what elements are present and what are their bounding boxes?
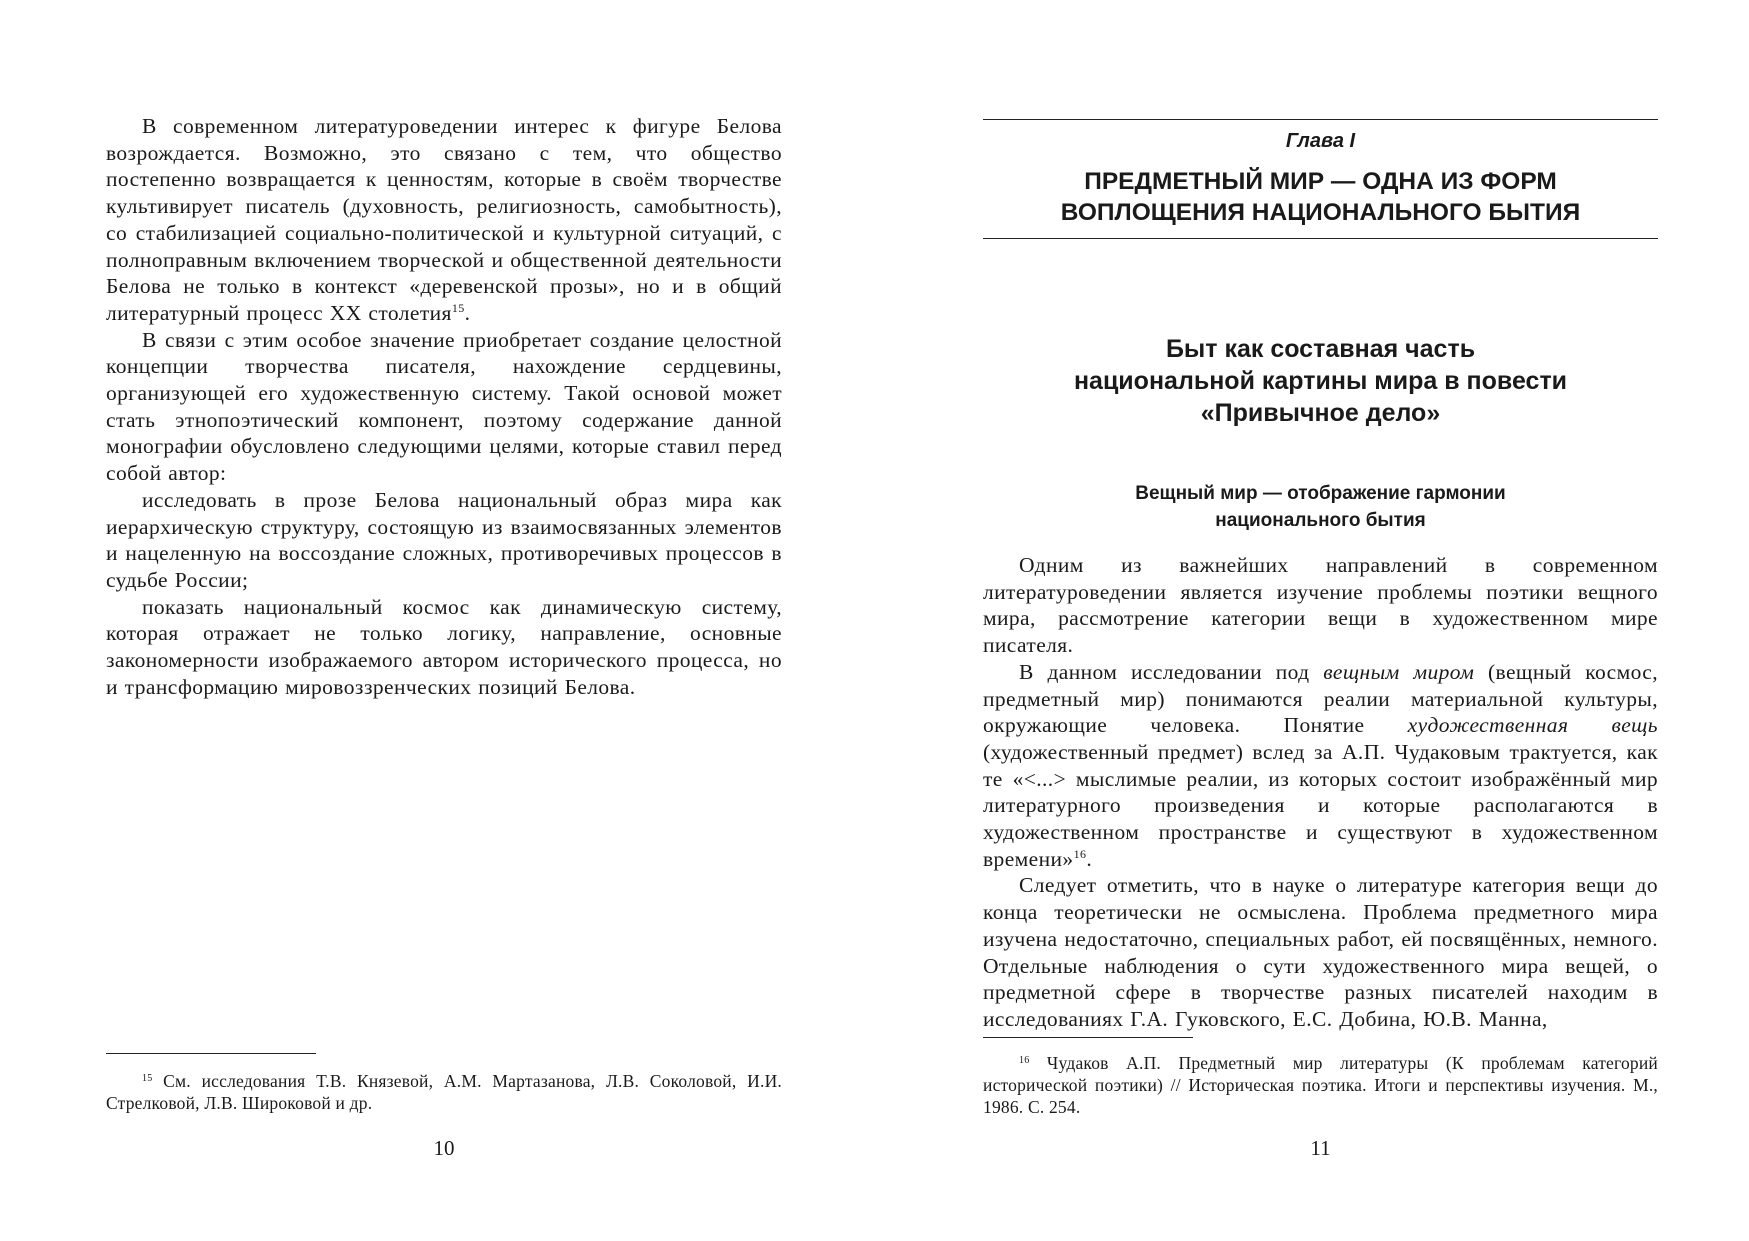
section-title [983, 333, 1658, 429]
left-page [106, 0, 782, 1241]
subsection-title-line: национального бытия [1215, 510, 1426, 531]
paragraph-text: (вещный космос, предметный мир) понимаются реалии материальной культуры, окружающие человека. Понятие [983, 659, 1659, 738]
left-body-text [106, 113, 782, 700]
page-number: 11 [1310, 1136, 1331, 1160]
paragraph-tail: . [464, 300, 471, 325]
chapter-bottom-rule [983, 238, 1658, 239]
page-number: 10 [433, 1136, 455, 1160]
footnote-text: Чудаков А.П. Предметный мир литературы (К проблемам категорий исторической поэтики) // Историческая поэтика. Итоги и перспективы изучения. М., 1986. С. 254. [983, 1053, 1658, 1117]
subsection-title-line: Вещный мир — отображение гармонии [1135, 483, 1506, 504]
footnote-number: 15 [142, 1073, 153, 1084]
paragraph: Следует отметить, что в науке о литературе категория вещи до конца теоретически не осмыслена. Проблема предметного мира изучена недостаточно, специальных работ, ей посвящённых, немного. Отдельные наблюдения о сути художественного мира вещей, о предметной сфере в творчестве разных писателей находим в исследованиях Г.А. Гуковского, Е.С. Добина, Ю.В. Манна, [983, 873, 1658, 1031]
paragraph-tail: . [1086, 846, 1093, 871]
paragraph-text: В данном исследовании под [1019, 659, 1324, 684]
chapter-title [983, 166, 1658, 228]
right-body-text [983, 552, 1658, 1033]
section-title-line: «Привычное дело» [1200, 399, 1441, 427]
term-emphasis: вещным миром [1323, 659, 1475, 684]
chapter-title-line: ВОПЛОЩЕНИЯ НАЦИОНАЛЬНОГО БЫТИЯ [1060, 199, 1581, 226]
footnote-ref: 16 [1073, 846, 1087, 861]
subsection-title [983, 480, 1658, 534]
footnote [983, 1052, 1658, 1118]
right-page [983, 0, 1658, 1241]
paragraph-text: (художественный предмет) вслед за А.П. Чудаковым трактуется, как те «<...> мыслимые реалии, из которых состоит изображённый мир литературного произведения и которые располагаются в художественном пространстве и существуют в художественном времени» [983, 739, 1658, 871]
paragraph: показать национальный космос как динамическую систему, которая отражает не только логику, направление, основные закономерности изображаемого автором исторического процесса, но и трансформацию мировоззренческих позиций Белова. [106, 594, 782, 699]
section-title-line: национальной картины мира в повести [1073, 367, 1568, 395]
chapter-title-line: ПРЕДМЕТНЫЙ МИР — ОДНА ИЗ ФОРМ [1084, 168, 1557, 195]
paragraph: В связи с этим особое значение приобретает создание целостной концепции творчества писателя, нахождение сердцевины, организующей его художественную систему. Такой основой может стать этнопоэтический компонент, поэтому содержание данной монографии обусловлено следующими целями, которые ставил перед собой автор: [106, 327, 782, 486]
footnote-ref: 15 [451, 300, 465, 315]
footnote-rule [983, 1037, 1193, 1038]
paragraph: исследовать в прозе Белова национальный образ мира как иерархическую структуру, состоящую из взаимосвязанных элементов и нацеленную на воссоздание сложных, противоречивых процессов в судьбе России; [106, 487, 782, 592]
paragraph-text: В современном литературоведении интерес к фигуре Белова возрождается. Возможно, это связано с тем, что общество постепенно возвращается к ценностям, которые в своём творчестве культивирует писатель (духовность, религиозность, самобытность), со стабилизацией социально-политической и культурной ситуаций, с полноправным включением творческой и общественной деятельности Белова не только в контекст «деревенской прозы», но и в общий литературный процесс XX столетия [106, 114, 782, 325]
footnote [106, 1070, 782, 1114]
paragraph [983, 659, 1658, 873]
footnote-text: См. исследования Т.В. Князевой, А.М. Мартазанова, Л.В. Соколовой, И.И. Стрелковой, Л.В. Широковой и др. [106, 1071, 782, 1113]
section-title-line: Быт как составная часть [1165, 335, 1476, 363]
footnote-rule [106, 1053, 316, 1054]
footnote-number: 16 [1019, 1055, 1030, 1066]
paragraph [106, 113, 782, 327]
chapter-label: Глава I [1285, 130, 1356, 152]
paragraph: Одним из важнейших направлений в современном литературоведении является изучение проблемы поэтики вещного мира, рассмотрение категории вещи в художественном мире писателя. [983, 553, 1658, 658]
term-emphasis: художественная вещь [1407, 713, 1658, 738]
chapter-top-rule [983, 119, 1658, 120]
